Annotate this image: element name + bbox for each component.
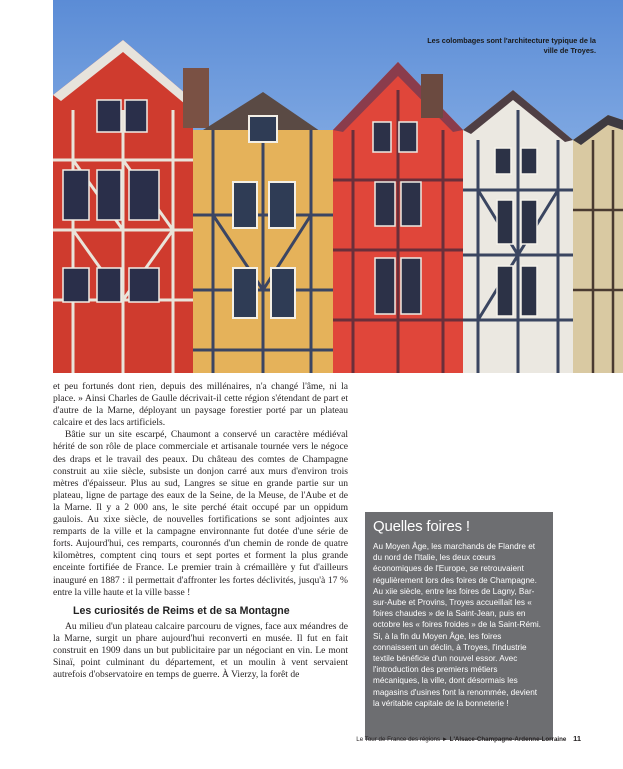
footer-chapter-title: L'Alsace-Champagne-Ardenne-Lorraine (449, 736, 567, 743)
footer-book-title: Le Tour de France des régions (356, 736, 441, 743)
paragraph-gaulle: et peu fortunés dont rien, depuis des millénaires, n'a changé l'âme, ni la place. » Ainsi Charles de Gaulle décrivait-il cette région s'étendant de part et d'autre de la Marne, déployant un paysage forestier porté par un plateau calcaire et des lacs artificiels. (53, 381, 348, 429)
sidebar-box-title: Quelles foires ! (373, 518, 470, 535)
troyes-timber-houses-photo (53, 0, 623, 373)
sidebar-box-foires (365, 512, 553, 740)
sidebar-box-text: Au Moyen Âge, les marchands de Flandre et du nord de l'Italie, les deux cœurs économiques de l'Europe, se retrouvaient régulièrement lors des foires de Champagne. Au xiie siècle, entre les foires de Lagny, Bar-sur-Aube et Provins, Troyes accueillait les « foires chaudes » de la Saint-Jean, puis en octobre les « foires froides » de la Saint-Rémi. Si, à la fin du Moyen Âge, les foires connaissent un déclin, à Troyes, l'industrie textile bénéficie d'un nouvel essor. Avec l'introduction des premiers métiers mécaniques, la ville, dont désormais les magasins d'usines font la renommée, devient la véritable capitale de la bonneterie ! (373, 542, 541, 708)
photo-caption: Les colombages sont l'architecture typique de la ville de Troyes. (427, 36, 596, 55)
footer-arrow-icon: ► (441, 736, 448, 743)
page-footer (356, 734, 581, 743)
main-article-column (53, 381, 348, 681)
paragraph-chaumont-langres: Bâtie sur un site escarpé, Chaumont a conservé un caractère médiéval hérité de son rôle de place commerciale et artisanale tournée vers le négoce des draps et le travail des peaux. Du château des comtes de Champagne construit au xiie siècle, subsiste un donjon carré aux murs d'environ trois mètres d'épaisseur. Plus au sud, Langres se situe en grande partie sur un plateau, ligne de partage des eaux de la Seine, de la Meuse, de l'Aube et de la Marne. Il y a 2 000 ans, le site perché était occupé par un oppidum gaulois. Au xixe siècle, de nouvelles fortifications se sont adjointes aux remparts de la ville et la campagne environnante fut dotée d'une série de forts. Aujourd'hui, ces remparts, couronnés d'un chemin de ronde de quatre kilomètres, comptent cinq tours et sept portes et forment la plus grande enceinte fortifiée de France. Le premier train à crémaillère y fut d'ailleurs inauguré en 1887 : il permettait d'affronter les fortes déclivités, jusqu'à 17 % entre la ville haute et la ville basse ! (53, 429, 348, 598)
paragraph-reims: Au milieu d'un plateau calcaire parcouru de vignes, face aux méandres de la Marne, surgit un phare aujourd'hui reconverti en musée. Il fut en fait construit en 1909 dans un but publicitaire par un négociant en vin. Le mont Sinaï, point culminant du département, et un moulin à vent servaient autrefois d'observatoire en temps de guerre. À Vierzy, la forêt de (53, 620, 348, 681)
section-heading-reims: Les curiosités de Reims et de sa Montagne (73, 604, 290, 617)
page-number: 11 (573, 734, 581, 743)
